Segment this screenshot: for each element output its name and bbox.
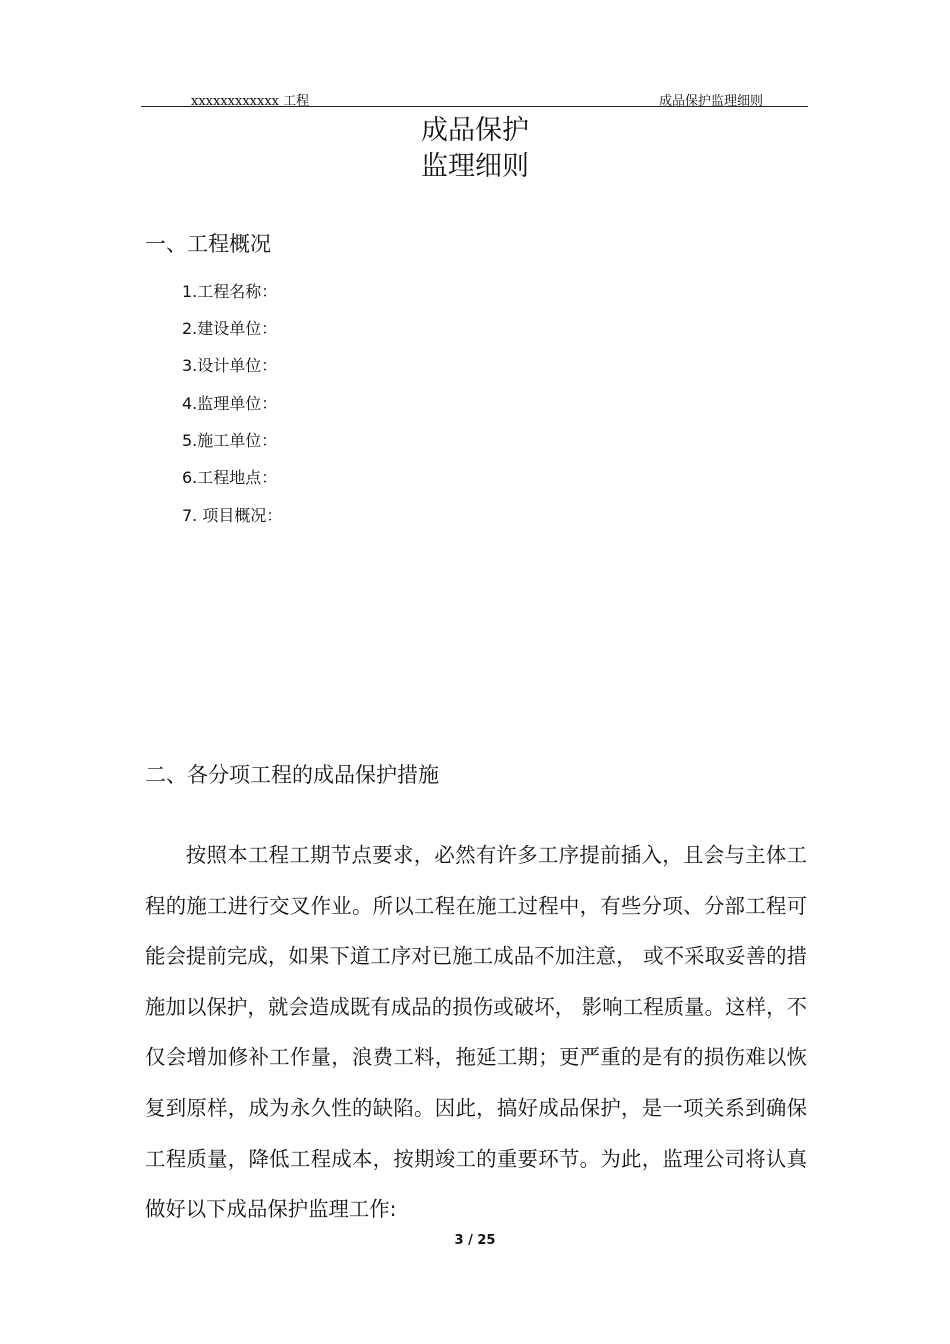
- page-header: [141, 86, 808, 107]
- overview-item-location: 6.工程地点：: [182, 468, 278, 487]
- overview-item-design-unit: 3.设计单位：: [182, 356, 278, 375]
- document-title-line2: 监理细则: [421, 151, 529, 182]
- overview-item-contractor-unit: 5.施工单位：: [182, 431, 278, 450]
- overview-item-project-summary: 7. 项目概况：: [182, 506, 283, 525]
- page-indicator: 3 / 25: [454, 1233, 496, 1248]
- header-project-name: xxxxxxxxxxxx 工程: [191, 94, 310, 109]
- overview-item-supervision-unit: 4.监理单位：: [182, 394, 278, 413]
- overview-item-construction-unit: 2.建设单位：: [182, 319, 278, 338]
- overview-item-project-name: 1.工程名称：: [182, 282, 278, 301]
- section1-heading: 一、工程概况: [145, 232, 271, 256]
- header-document-title: 成品保护监理细则: [658, 94, 763, 109]
- section2-heading: 二、各分项工程的成品保护措施: [145, 763, 439, 787]
- section2-paragraph: 按照本工程工期节点要求，必然有许多工序提前插入，且会与主体工程的施工进行交叉作业。所以工程在施工过程中，有些分项、分部工程可能会提前完成，如果下道工序对已施工成品不加注意， 或不采取妥善的措施加以保护，就会造成既有成品的损伤或破坏， 影响工程质量。这样，不仅会增加修补工作量，浪费工料，拖延工期；更严重的是有的损伤难以恢复到原样，成为永久性的缺陷。因此，搞好成品保护，是一项关系到确保工程质量，降低工程成本，按期竣工的重要环节。为此，监理公司将认真做好以下成品保护监理工作:: [145, 843, 807, 1222]
- document-title-line1: 成品保护: [421, 115, 529, 146]
